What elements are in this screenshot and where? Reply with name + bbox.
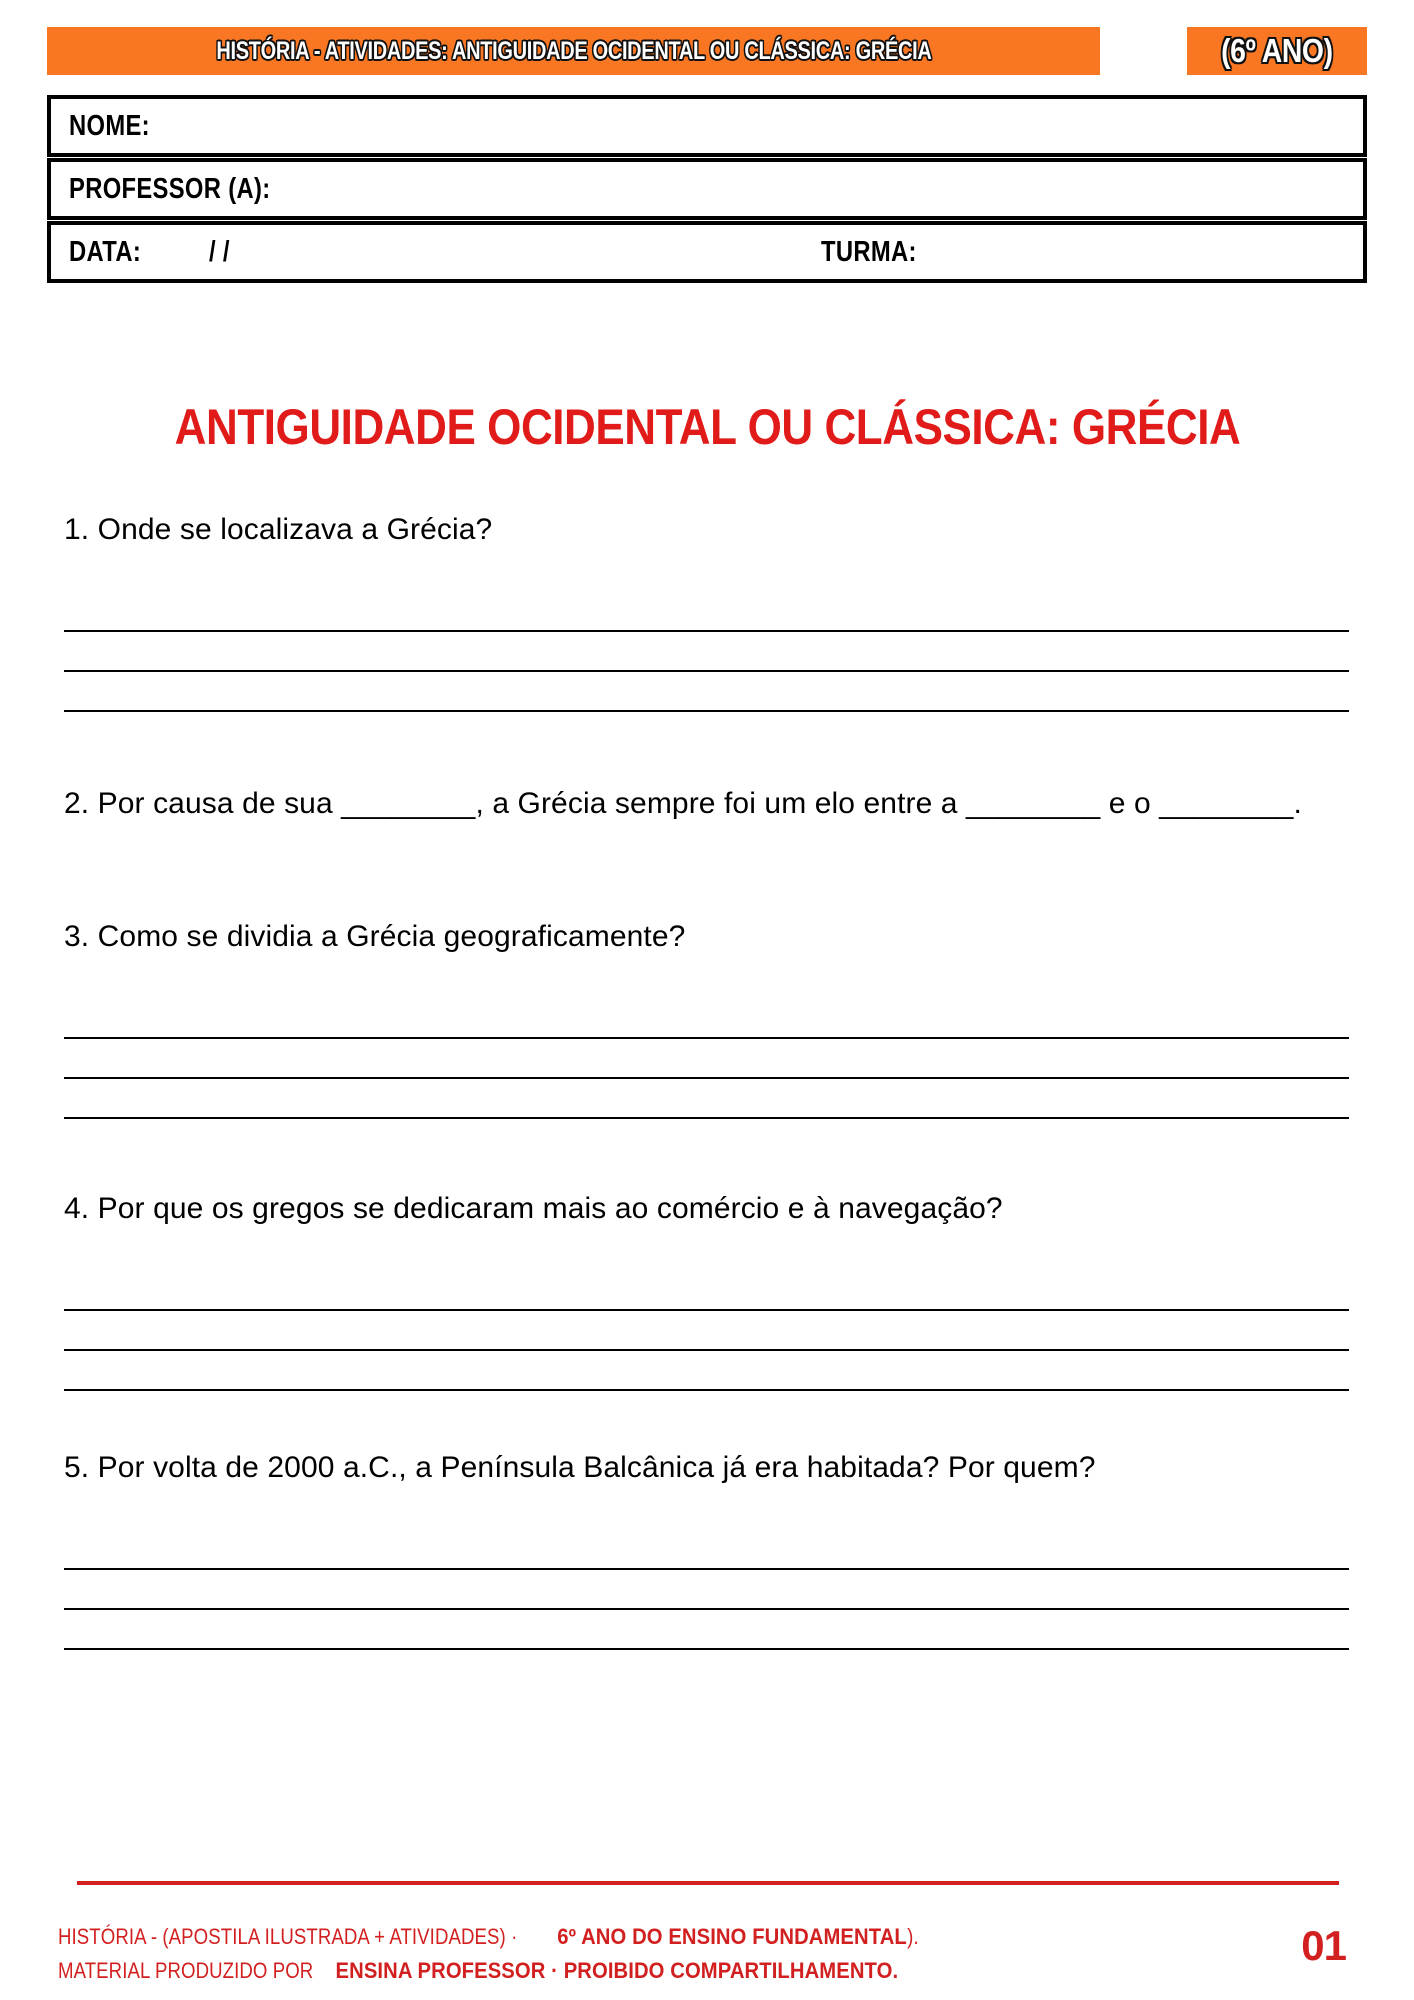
footer-line-1 [58, 1924, 994, 1950]
footer-line-1-bold: 6º ANO DO ENSINO FUNDAMENTAL [557, 1924, 907, 1949]
answer-line[interactable] [64, 1037, 1349, 1039]
footer-line-2-plain: MATERIAL PRODUZIDO POR [58, 1958, 314, 1983]
answer-line[interactable] [64, 670, 1349, 672]
answer-line[interactable] [64, 1077, 1349, 1079]
answer-line[interactable] [64, 1117, 1349, 1119]
footer-divider [77, 1881, 1339, 1885]
teacher-name-label: PROFESSOR (A): [69, 172, 271, 205]
question-4-text: 4. Por que os gregos se dedicaram mais ao comércio e à navegação? [64, 1192, 1003, 1225]
answer-line[interactable] [64, 630, 1349, 632]
page-title-text: ANTIGUIDADE OCIDENTAL OU CLÁSSICA: GRÉCIA [174, 399, 1240, 455]
page-header [47, 27, 1367, 75]
class-label: TURMA: [821, 235, 917, 268]
date-slashes: / / [208, 235, 230, 268]
answer-line[interactable] [64, 1309, 1349, 1311]
answer-line[interactable] [64, 1349, 1349, 1351]
footer-line-1-plain: HISTÓRIA - (APOSTILA ILUSTRADA + ATIVIDADES) · [58, 1924, 518, 1949]
question-3-text: 3. Como se dividia a Grécia geograficamente? [64, 920, 686, 953]
question-1-text: 1. Onde se localizava a Grécia? [64, 513, 493, 546]
grade-badge-label: (6º ANO) [1221, 32, 1333, 69]
header-title-box [47, 27, 1100, 75]
date-label: DATA: [69, 235, 142, 268]
date-class-field[interactable] [47, 221, 1367, 283]
question-5-text: 5. Por volta de 2000 a.C., a Península Balcânica já era habitada? Por quem? [64, 1451, 1096, 1484]
grade-badge-box [1187, 27, 1367, 75]
answer-line[interactable] [64, 1648, 1349, 1650]
page-number: 01 [1301, 1922, 1346, 1969]
student-name-field[interactable] [47, 95, 1367, 157]
header-title: HISTÓRIA - ATIVIDADES: ANTIGUIDADE OCIDENTAL OU CLÁSSICA: GRÉCIA [215, 36, 932, 65]
question-2-text: 2. Por causa de sua ________, a Grécia sempre foi um elo entre a ________ e o ________. [64, 787, 1302, 820]
answer-line[interactable] [64, 710, 1349, 712]
answer-line[interactable] [64, 1389, 1349, 1391]
student-name-label: NOME: [69, 109, 150, 142]
answer-line[interactable] [64, 1608, 1349, 1610]
answer-line[interactable] [64, 1568, 1349, 1570]
footer-line-2-bold: ENSINA PROFESSOR · PROIBIDO COMPARTILHAMENTO. [335, 1958, 899, 1983]
page-title [0, 398, 1414, 456]
footer-line-1-tail: ). [906, 1924, 919, 1949]
teacher-name-field[interactable] [47, 158, 1367, 220]
footer-line-2 [58, 1958, 971, 1984]
